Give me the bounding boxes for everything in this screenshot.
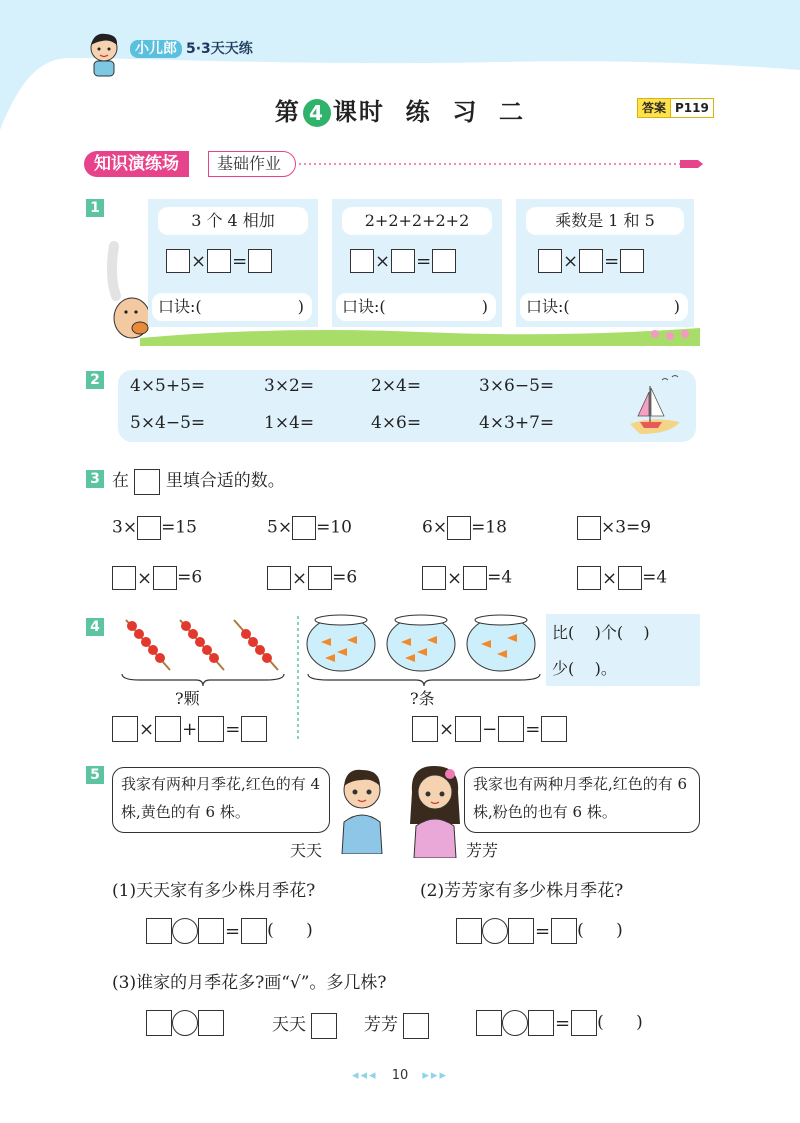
section-tag: 知识演练场 (84, 151, 189, 177)
operator-circle[interactable] (502, 1010, 528, 1036)
times-sign: × (439, 718, 455, 740)
q3-post: =10 (316, 517, 352, 538)
check-box[interactable] (403, 1013, 429, 1039)
times-sign: × (137, 567, 153, 589)
answer-box[interactable] (241, 716, 267, 742)
q1-card-1-prompt: 3 个 4 相加 (158, 207, 308, 235)
q3-post: =6 (177, 567, 203, 588)
q4-compare-line-2: 少( )。 (552, 659, 617, 678)
q3-item (112, 516, 197, 540)
answer-box[interactable] (292, 516, 316, 540)
answer-box[interactable] (422, 566, 446, 590)
answer-box[interactable] (112, 716, 138, 742)
lesson-number-badge: 4 (303, 99, 331, 127)
q3-item (422, 516, 507, 540)
check-box[interactable] (311, 1013, 337, 1039)
q1-card-3-prompt: 乘数是 1 和 5 (526, 207, 684, 235)
boy-mascot-icon (84, 30, 124, 78)
times-sign: × (375, 250, 391, 272)
q2-expr: 3×6−5= (479, 376, 555, 396)
answer-box[interactable] (267, 566, 291, 590)
q1-card-2-prompt: 2+2+2+2+2 (342, 207, 492, 235)
question-number-2: 2 (86, 371, 104, 389)
q3-post: =4 (642, 567, 668, 588)
answer-reference (637, 99, 714, 116)
brace-left (120, 672, 286, 688)
q3-item (267, 516, 352, 540)
answer-box[interactable] (350, 249, 374, 273)
equals-sign: = (525, 718, 541, 740)
question-number-5: 5 (86, 766, 104, 784)
answer-box[interactable] (498, 716, 524, 742)
answer-box[interactable] (112, 566, 136, 590)
q1-card-2-koujue[interactable] (336, 293, 496, 321)
name-fangfang: 芳芳 (466, 841, 499, 860)
koujue-label: 口诀:( (342, 297, 386, 316)
q5-choice-fangfang (364, 1010, 429, 1039)
q4-label-right: ?条 (410, 689, 435, 708)
answer-box[interactable] (455, 716, 481, 742)
answer-box[interactable] (476, 1010, 502, 1036)
equals-sign: = (225, 718, 241, 740)
koujue-close: ) (297, 297, 304, 316)
q4-compare-line-1: 比( )个( ) (552, 623, 650, 642)
answer-box[interactable] (207, 249, 231, 273)
equals-sign: = (555, 1012, 571, 1034)
q4-eq-right (412, 716, 567, 742)
q5-eq-2 (456, 918, 623, 944)
speech-bubble-tiantian: 我家有两种月季花,红色的有 4 株,黄色的有 6 株。 (112, 767, 330, 833)
operator-circle[interactable] (172, 1010, 198, 1036)
q3-item (577, 566, 667, 590)
q3-item (422, 566, 512, 590)
arrows-right-icon: ▸▸▸ (422, 1068, 448, 1083)
q2-expr: 4×5+5= (130, 376, 206, 396)
times-sign: × (191, 250, 207, 272)
page-number: 10 (391, 1068, 409, 1083)
answer-box[interactable] (571, 1010, 597, 1036)
brand-xiao: 小儿郎 (130, 40, 182, 58)
answer-box[interactable] (391, 249, 415, 273)
answer-box[interactable] (618, 566, 642, 590)
answer-box[interactable] (308, 566, 332, 590)
sample-box (134, 469, 160, 495)
equals-sign: = (232, 250, 248, 272)
q3-pre: 3× (112, 517, 138, 538)
answer-box[interactable] (541, 716, 567, 742)
equals-sign: = (225, 920, 241, 942)
answer-box[interactable] (579, 249, 603, 273)
q1-card-1 (148, 199, 318, 327)
brand-rest: 5·3天天练 (186, 41, 253, 57)
question-number-3: 3 (86, 470, 104, 488)
koujue-label: 口诀:( (158, 297, 202, 316)
q1-card-3 (516, 199, 694, 327)
q3-post: =18 (471, 517, 507, 538)
q3-post: ×3=9 (601, 517, 652, 538)
q3-post: =6 (332, 567, 358, 588)
q5-eq-1 (146, 918, 313, 944)
unit-paren: ( ) (267, 920, 313, 941)
section-name: 基础作业 (208, 151, 296, 177)
q4-eq-left (112, 716, 267, 742)
koujue-label: 口诀:( (526, 297, 570, 316)
q3-pre: 5× (267, 517, 293, 538)
answer-box[interactable] (198, 716, 224, 742)
koujue-close: ) (673, 297, 680, 316)
q3-instruction (112, 466, 285, 495)
q5-sub-3: (3)谁家的月季花多?画“√”。多几株? (112, 973, 387, 993)
answer-box[interactable] (463, 566, 487, 590)
brand-label (130, 38, 253, 58)
q1-card-2-equation (350, 249, 456, 273)
q2-expr: 5×4−5= (130, 413, 206, 433)
q1-card-1-koujue[interactable] (152, 293, 312, 321)
equals-sign: = (535, 920, 551, 942)
question-number-1: 1 (86, 199, 104, 217)
times-sign: × (447, 567, 463, 589)
name-tiantian: 天天 (290, 841, 323, 860)
answer-label: 答案 (637, 98, 671, 118)
q3-instr-pre: 在 (112, 471, 129, 491)
answer-box[interactable] (432, 249, 456, 273)
page-footer (0, 1068, 800, 1083)
answer-box[interactable] (248, 249, 272, 273)
operator-circle[interactable] (482, 918, 508, 944)
q2-expr: 3×2= (264, 376, 315, 396)
answer-box[interactable] (577, 516, 601, 540)
q2-expr: 1×4= (264, 413, 315, 433)
divider-dotted (296, 616, 300, 742)
q3-item (112, 566, 202, 590)
arrows-left-icon: ◂◂◂ (352, 1068, 378, 1083)
answer-box[interactable] (412, 716, 438, 742)
answer-box[interactable] (198, 1010, 224, 1036)
q1-card-1-equation (166, 249, 272, 273)
answer-box[interactable] (456, 918, 482, 944)
times-sign: × (292, 567, 308, 589)
answer-box[interactable] (146, 918, 172, 944)
q1-card-3-equation (538, 249, 644, 273)
sailboat-icon (600, 372, 696, 442)
answer-box[interactable] (447, 516, 471, 540)
answer-box[interactable] (137, 516, 161, 540)
answer-box[interactable] (620, 249, 644, 273)
answer-box[interactable] (538, 249, 562, 273)
answer-box[interactable] (153, 566, 177, 590)
q3-instr-post: 里填合适的数。 (165, 471, 285, 491)
q5-compare-ops (146, 1010, 224, 1036)
q3-item (267, 566, 357, 590)
answer-box[interactable] (166, 249, 190, 273)
speech-bubble-fangfang: 我家也有两种月季花,红色的有 6 株,粉色的也有 6 株。 (464, 767, 700, 833)
answer-box[interactable] (155, 716, 181, 742)
title-prefix: 第 (274, 98, 301, 126)
answer-box[interactable] (146, 1010, 172, 1036)
question-number-4: 4 (86, 618, 104, 636)
q5-eq-3 (476, 1010, 643, 1036)
q2-expr: 4×6= (371, 413, 422, 433)
q4-compare-panel (546, 614, 700, 686)
times-sign: × (602, 567, 618, 589)
q4-label-left: ?颗 (175, 689, 200, 708)
choice-label: 芳芳 (364, 1015, 398, 1035)
boy-tiantian-icon (332, 762, 392, 854)
q5-sub-2: (2)芳芳家有多少株月季花? (420, 881, 624, 901)
title-suffix: 课时 练 习 二 (332, 98, 526, 126)
q3-post: =4 (487, 567, 513, 588)
koujue-close: ) (481, 297, 488, 316)
equals-sign: = (416, 250, 432, 272)
q5-sub-1: (1)天天家有多少株月季花? (112, 881, 316, 901)
unit-paren: ( ) (577, 920, 623, 941)
answer-box[interactable] (241, 918, 267, 944)
answer-page: P119 (671, 98, 714, 118)
operator-circle[interactable] (172, 918, 198, 944)
times-sign: × (563, 250, 579, 272)
q3-pre: 6× (422, 517, 448, 538)
equals-sign: = (604, 250, 620, 272)
plus-sign: + (182, 718, 198, 740)
answer-box[interactable] (551, 918, 577, 944)
girl-fangfang-icon (404, 762, 466, 858)
q3-item (577, 516, 651, 540)
answer-box[interactable] (577, 566, 601, 590)
q2-expr: 4×3+7= (479, 413, 555, 433)
answer-box[interactable] (528, 1010, 554, 1036)
fishbowls-icon (303, 612, 543, 674)
unit-paren: ( ) (597, 1012, 643, 1033)
q1-card-3-koujue[interactable] (520, 293, 688, 321)
q3-post: =15 (161, 517, 197, 538)
q2-expr: 2×4= (371, 376, 422, 396)
q1-card-2 (332, 199, 502, 327)
choice-label: 天天 (272, 1015, 306, 1035)
times-sign: × (139, 718, 155, 740)
answer-box[interactable] (198, 918, 224, 944)
answer-box[interactable] (508, 918, 534, 944)
q5-choice-tiantian (272, 1010, 337, 1039)
minus-sign: − (482, 718, 498, 740)
